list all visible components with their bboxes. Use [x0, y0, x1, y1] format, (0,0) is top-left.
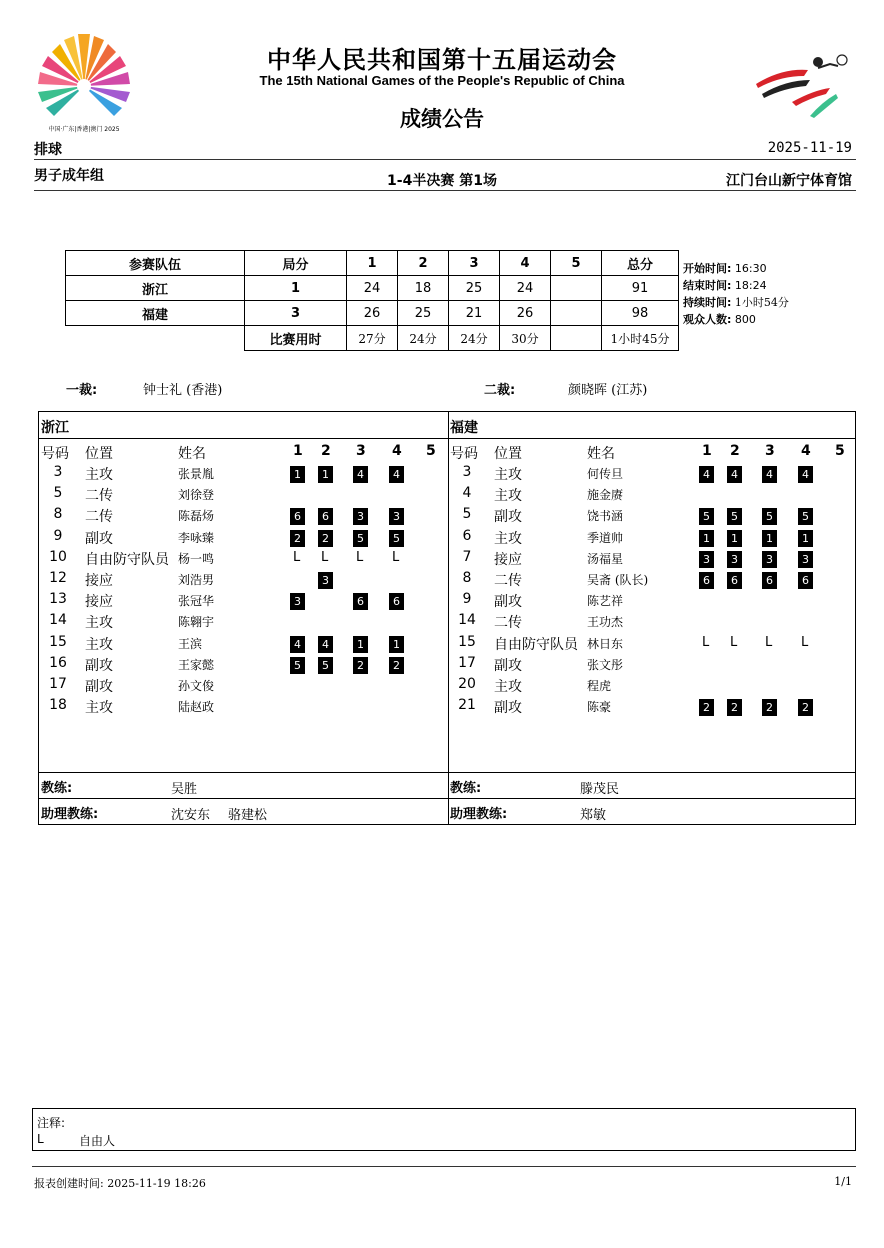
- duration-label: 比赛用时: [245, 326, 347, 351]
- set-duration: 24分: [449, 326, 500, 351]
- scoreboard-row-team-1: [66, 276, 679, 301]
- player-position: 主攻: [494, 488, 522, 505]
- player-name: 施金赓: [587, 488, 624, 503]
- starting-position-box: 3: [389, 508, 404, 525]
- set-score: [551, 301, 602, 326]
- set-score: 25: [449, 276, 500, 301]
- libero-marker: L: [356, 549, 364, 565]
- starting-position-box: 5: [798, 508, 813, 525]
- starting-position-box: 2: [727, 699, 742, 716]
- scoreboard-table: [65, 250, 679, 351]
- notes-label: 注释:: [37, 1116, 66, 1130]
- col-number-header: 号码: [41, 446, 69, 462]
- col-set-header: 4: [801, 443, 811, 459]
- scoreboard-header-row: [66, 251, 679, 276]
- player-position: 二传: [85, 509, 113, 526]
- libero-marker: L: [702, 634, 710, 650]
- starting-position-box: 6: [318, 508, 333, 525]
- player-name: 程虎: [587, 679, 612, 693]
- player-row: [41, 591, 441, 612]
- player-number: 9: [53, 527, 63, 544]
- assistant-coach-name: 骆建松: [228, 808, 268, 823]
- starting-position-box: 4: [290, 636, 305, 653]
- set-duration: [551, 326, 602, 351]
- player-name: 季道帅: [587, 530, 624, 545]
- header-set-5: 5: [551, 251, 602, 276]
- team-name-header: 浙江: [41, 420, 69, 436]
- assistant-coach-label: 助理教练:: [41, 807, 99, 822]
- audience-value: 800: [734, 313, 756, 326]
- col-number-header: 号码: [450, 446, 478, 462]
- team-name-header: 福建: [450, 420, 478, 436]
- player-row: [41, 697, 441, 718]
- total-duration: 1小时45分: [602, 326, 679, 351]
- player-name: 陈翱宇: [178, 615, 215, 630]
- set-duration: 24分: [398, 326, 449, 351]
- footer-divider: [32, 1166, 856, 1167]
- team-name: 福建: [66, 301, 245, 326]
- player-number: 15: [49, 633, 67, 650]
- event-name: 男子成年组: [34, 168, 104, 184]
- player-name: 陈豪: [587, 700, 612, 715]
- player-row: [450, 570, 850, 591]
- player-row: [41, 549, 441, 570]
- player-row: [450, 485, 850, 506]
- start-time-label: 开始时间:: [683, 262, 732, 275]
- player-position: 副攻: [494, 594, 522, 611]
- libero-marker: L: [801, 634, 809, 650]
- player-name: 陆赵政: [178, 700, 215, 715]
- starting-position-box: 2: [699, 699, 714, 716]
- starting-position-box: 3: [699, 551, 714, 568]
- games-title-chinese: 中华人民共和国第十五届运动会: [267, 46, 617, 74]
- player-row: [41, 485, 441, 506]
- set-score: 25: [398, 301, 449, 326]
- total-points: 91: [602, 276, 679, 301]
- assistant-coach-name: 沈安东: [171, 808, 211, 823]
- player-number: 3: [462, 464, 472, 480]
- player-number: 7: [462, 548, 472, 565]
- player-number: 8: [462, 570, 472, 586]
- player-row: [41, 528, 441, 549]
- player-name: 张文彤: [587, 657, 624, 672]
- starting-position-box: 3: [318, 572, 333, 589]
- col-set-header: 1: [293, 443, 303, 459]
- player-number: 13: [49, 591, 67, 608]
- games-title-english: The 15th National Games of the People's Republic of China: [259, 73, 625, 88]
- starting-position-box: 1: [318, 466, 333, 483]
- starting-position-box: 3: [798, 551, 813, 568]
- starting-position-box: 1: [389, 636, 404, 653]
- col-name-header: 姓名: [178, 446, 206, 462]
- player-name: 陈磊炀: [178, 509, 215, 524]
- starting-position-box: 4: [318, 636, 333, 653]
- player-position: 主攻: [85, 615, 113, 632]
- sets-won: 3: [245, 301, 347, 326]
- player-number: 14: [49, 612, 67, 629]
- starting-position-box: 2: [290, 530, 305, 547]
- player-position: 主攻: [85, 700, 113, 717]
- player-position: 副攻: [494, 657, 522, 674]
- libero-marker: L: [765, 634, 773, 650]
- player-row: [41, 634, 441, 655]
- notes-box: [32, 1108, 856, 1151]
- starting-position-box: 1: [699, 530, 714, 547]
- starting-position-box: 4: [727, 466, 742, 483]
- starting-position-box: 4: [353, 466, 368, 483]
- player-number: 10: [49, 548, 67, 565]
- player-position: 接应: [85, 594, 113, 611]
- player-number: 17: [458, 654, 476, 671]
- sets-won: 1: [245, 276, 347, 301]
- libero-marker: L: [321, 549, 329, 565]
- player-name: 张冠华: [178, 594, 215, 609]
- player-row: [41, 655, 441, 676]
- libero-marker: L: [293, 549, 301, 565]
- header-set-1: 1: [347, 251, 398, 276]
- player-name: 何传旦: [587, 467, 624, 481]
- header-total: 总分: [602, 251, 679, 276]
- starting-position-box: 3: [762, 551, 777, 568]
- player-row: [41, 676, 441, 697]
- col-set-header: 2: [730, 443, 740, 459]
- set-score: 21: [449, 301, 500, 326]
- total-points: 98: [602, 301, 679, 326]
- player-number: 20: [458, 676, 476, 692]
- starting-position-box: 5: [699, 508, 714, 525]
- audience-label: 观众人数:: [683, 313, 732, 326]
- col-set-header: 1: [702, 443, 712, 459]
- header-set-4: 4: [500, 251, 551, 276]
- starting-position-box: 2: [318, 530, 333, 547]
- duration-label: 持续时间:: [683, 296, 732, 309]
- player-position: 自由防守队员: [494, 636, 578, 653]
- player-position: 主攻: [494, 467, 522, 483]
- starting-position-box: 5: [762, 508, 777, 525]
- starting-position-box: 3: [727, 551, 742, 568]
- player-number: 17: [49, 676, 67, 692]
- report-created-time: 报表创建时间: 2025-11-19 18:26: [34, 1177, 206, 1190]
- player-number: 5: [53, 485, 63, 502]
- player-number: 14: [458, 612, 476, 629]
- starting-position-box: 5: [290, 657, 305, 674]
- starting-position-box: 6: [290, 508, 305, 525]
- player-number: 8: [53, 506, 63, 523]
- col-set-header: 3: [765, 443, 775, 459]
- player-name: 王家懿: [178, 657, 215, 672]
- player-row: [41, 464, 441, 485]
- starting-position-box: 6: [699, 572, 714, 589]
- player-row: [450, 612, 850, 633]
- player-row: [450, 634, 850, 655]
- set-score: 24: [500, 276, 551, 301]
- player-position: 二传: [85, 488, 113, 505]
- player-position: 二传: [494, 615, 522, 632]
- player-position: 副攻: [85, 657, 113, 674]
- col-set-header: 2: [321, 443, 331, 459]
- coach-name: 滕茂民: [580, 782, 620, 797]
- header-sets-won: 局分: [245, 251, 347, 276]
- second-referee-name: 颜晓晖 (江苏): [568, 383, 648, 398]
- player-name: 饶书涵: [587, 509, 624, 524]
- coach-name: 吴胜: [171, 782, 198, 797]
- end-time: 18:24: [734, 279, 767, 292]
- starting-position-box: 5: [389, 530, 404, 547]
- col-set-header: 5: [426, 443, 436, 459]
- player-row: [41, 506, 441, 527]
- set-score: 26: [347, 301, 398, 326]
- player-name: 刘浩男: [178, 573, 215, 587]
- set-duration: 27分: [347, 326, 398, 351]
- player-row: [450, 549, 850, 570]
- starting-position-box: 5: [318, 657, 333, 674]
- sport-name: 排球: [34, 142, 62, 158]
- set-score: [551, 276, 602, 301]
- player-name: 陈艺祥: [587, 594, 624, 609]
- col-set-header: 4: [392, 443, 402, 459]
- player-position: 自由防守队员: [85, 551, 169, 568]
- assistant-coach-name: 郑敏: [580, 808, 607, 823]
- player-row: [450, 506, 850, 527]
- starting-position-box: 6: [389, 593, 404, 610]
- match-phase: 1-4半决赛 第1场: [387, 173, 497, 189]
- player-position: 副攻: [85, 530, 113, 547]
- col-position-header: 位置: [85, 446, 113, 462]
- player-name: 张景胤: [178, 467, 215, 481]
- player-number: 5: [462, 506, 472, 523]
- report-date: 2025-11-19: [767, 140, 852, 156]
- player-position: 主攻: [85, 467, 113, 483]
- col-name-header: 姓名: [587, 446, 615, 462]
- player-name: 汤福星: [587, 551, 624, 566]
- starting-position-box: 4: [699, 466, 714, 483]
- libero-marker: L: [730, 634, 738, 650]
- player-number: 21: [458, 697, 476, 714]
- starting-position-box: 1: [798, 530, 813, 547]
- col-set-header: 3: [356, 443, 366, 459]
- libero-marker: L: [392, 549, 400, 565]
- set-score: 26: [500, 301, 551, 326]
- coach-label: 教练:: [41, 781, 73, 796]
- assistant-coach-label: 助理教练:: [450, 807, 508, 822]
- starting-position-box: 1: [353, 636, 368, 653]
- starting-position-box: 1: [727, 530, 742, 547]
- starting-position-box: 2: [389, 657, 404, 674]
- player-row: [450, 655, 850, 676]
- header-divider: [34, 159, 856, 160]
- player-number: 6: [462, 527, 472, 544]
- set-score: 24: [347, 276, 398, 301]
- player-row: [41, 612, 441, 633]
- set-score: 18: [398, 276, 449, 301]
- starting-position-box: 2: [762, 699, 777, 716]
- player-position: 主攻: [85, 636, 113, 653]
- starting-position-box: 2: [353, 657, 368, 674]
- duration-value: 1小时54分: [734, 296, 789, 309]
- starting-position-box: 5: [727, 508, 742, 525]
- player-row: [450, 676, 850, 697]
- player-position: 二传: [494, 573, 522, 589]
- starting-position-box: 4: [762, 466, 777, 483]
- team-name: 浙江: [66, 276, 245, 301]
- player-number: 4: [462, 485, 472, 502]
- player-name: 孙文俊: [178, 679, 215, 693]
- starting-position-box: 1: [290, 466, 305, 483]
- player-position: 副攻: [494, 509, 522, 526]
- player-position: 副攻: [85, 679, 113, 695]
- header-divider-2: [34, 190, 856, 191]
- logo-caption: 中国·广东|香港|澳门 2025: [48, 126, 120, 133]
- note-desc: 自由人: [79, 1134, 116, 1148]
- player-name: 李咏臻: [178, 530, 215, 545]
- starting-position-box: 5: [353, 530, 368, 547]
- player-name: 王滨: [178, 636, 203, 651]
- player-position: 接应: [494, 551, 522, 568]
- starting-position-box: 3: [353, 508, 368, 525]
- player-number: 9: [462, 591, 472, 608]
- player-row: [450, 464, 850, 485]
- page-number: 1/1: [834, 1175, 852, 1188]
- match-time-info: [683, 260, 789, 328]
- document-title: 成绩公告: [400, 107, 484, 131]
- starting-position-box: 2: [798, 699, 813, 716]
- starting-position-box: 6: [798, 572, 813, 589]
- header-teams: 参赛队伍: [66, 251, 245, 276]
- player-position: 主攻: [494, 679, 522, 695]
- player-row: [450, 528, 850, 549]
- end-time-label: 结束时间:: [683, 279, 732, 292]
- player-name: 吴斋 (队长): [587, 573, 649, 587]
- player-number: 18: [49, 697, 67, 714]
- starting-position-box: 4: [389, 466, 404, 483]
- coach-label: 教练:: [450, 781, 482, 796]
- player-position: 接应: [85, 573, 113, 589]
- venue-name: 江门台山新宁体育馆: [726, 173, 852, 189]
- starting-position-box: 6: [727, 572, 742, 589]
- first-referee-label: 一裁:: [66, 383, 98, 398]
- player-name: 林日东: [587, 636, 624, 651]
- starting-position-box: 3: [290, 593, 305, 610]
- second-referee-label: 二裁:: [484, 383, 516, 398]
- col-set-header: 5: [835, 443, 845, 459]
- rosters-panel: [38, 411, 856, 825]
- player-number: 12: [49, 570, 67, 586]
- player-number: 15: [458, 633, 476, 650]
- starting-position-box: 6: [353, 593, 368, 610]
- player-row: [450, 697, 850, 718]
- start-time: 16:30: [734, 262, 767, 275]
- scoreboard-row-team-2: [66, 301, 679, 326]
- scoreboard-duration-row: [66, 326, 679, 351]
- player-row: [450, 591, 850, 612]
- note-key: L: [37, 1132, 44, 1146]
- set-duration: 30分: [500, 326, 551, 351]
- header-set-2: 2: [398, 251, 449, 276]
- player-number: 16: [49, 654, 67, 671]
- player-row: [41, 570, 441, 591]
- player-position: 副攻: [494, 700, 522, 717]
- player-name: 杨一鸣: [178, 551, 215, 566]
- starting-position-box: 1: [762, 530, 777, 547]
- player-position: 主攻: [494, 530, 522, 547]
- starting-position-box: 4: [798, 466, 813, 483]
- player-name: 刘徐登: [178, 488, 215, 503]
- player-number: 3: [53, 464, 63, 480]
- player-name: 王功杰: [587, 615, 624, 630]
- starting-position-box: 6: [762, 572, 777, 589]
- first-referee-name: 钟士礼 (香港): [143, 383, 223, 398]
- col-position-header: 位置: [494, 446, 522, 462]
- header-set-3: 3: [449, 251, 500, 276]
